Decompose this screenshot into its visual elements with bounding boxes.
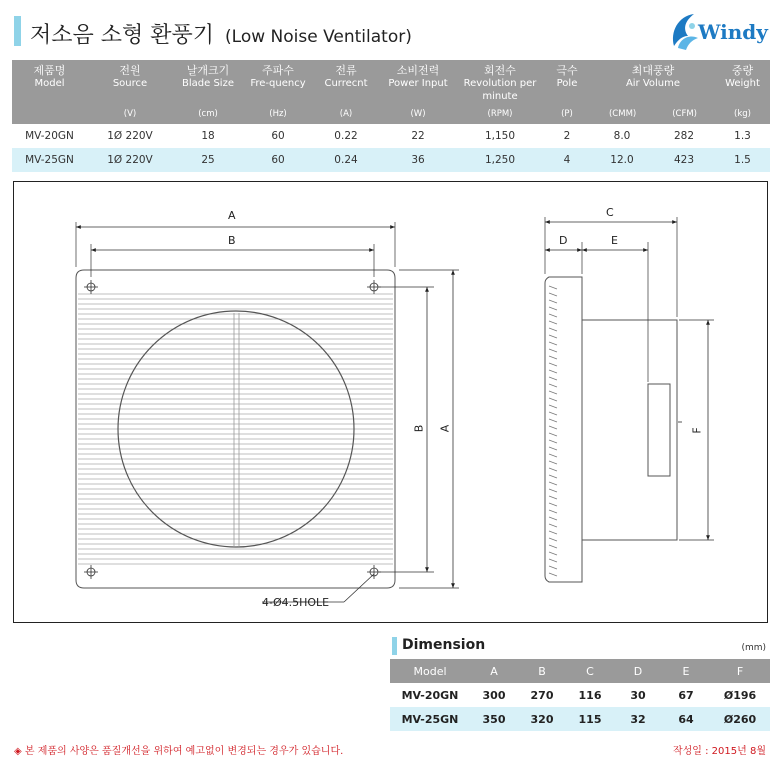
col-source: 전원 Source (V) bbox=[87, 60, 173, 124]
dim-cell: MV-20GN bbox=[390, 683, 470, 707]
dim-cell: Ø196 bbox=[710, 683, 770, 707]
cell-cfm: 423 bbox=[673, 154, 695, 166]
cell-cfm: 282 bbox=[673, 130, 695, 142]
dim-col-model: Model bbox=[390, 659, 470, 683]
dim-label-a-side: A bbox=[438, 424, 452, 433]
cell-pole: 4 bbox=[543, 148, 591, 172]
dim-cell: 115 bbox=[566, 707, 614, 731]
cell-current: 0.22 bbox=[313, 124, 379, 148]
dim-col-d: D bbox=[614, 659, 662, 683]
cell-power: 22 bbox=[379, 124, 457, 148]
dim-col-e: E bbox=[662, 659, 710, 683]
page-title-korean: 저소음 소형 환풍기 bbox=[30, 23, 215, 48]
ventilator-drawing-svg bbox=[14, 182, 769, 624]
dim-col-a: A bbox=[470, 659, 518, 683]
col-current: 전류 Currecnt (A) bbox=[313, 60, 379, 124]
col-frequency: 주파수 Fre-quency (Hz) bbox=[243, 60, 313, 124]
spec-header-row bbox=[12, 60, 770, 124]
dim-cell: 116 bbox=[566, 683, 614, 707]
dim-cell: 270 bbox=[518, 683, 566, 707]
dim-cell: 67 bbox=[662, 683, 710, 707]
cell-model: MV-20GN bbox=[12, 124, 87, 148]
spec-change-notice: ◈ 본 제품의 사양은 품질개선을 위하여 예고없이 변경되는 경우가 있습니다. bbox=[14, 746, 344, 757]
cell-current: 0.24 bbox=[313, 148, 379, 172]
dim-label-e: E bbox=[611, 234, 618, 247]
dim-cell: 320 bbox=[518, 707, 566, 731]
dim-cell: MV-25GN bbox=[390, 707, 470, 731]
technical-drawing bbox=[13, 181, 768, 623]
dimension-header-row bbox=[390, 659, 770, 683]
dim-col-f: F bbox=[710, 659, 770, 683]
cell-cmm: 12.0 bbox=[610, 154, 634, 166]
table-row bbox=[390, 707, 770, 731]
cell-freq: 60 bbox=[243, 148, 313, 172]
dim-label-b-side: B bbox=[412, 424, 426, 433]
dim-cell: 300 bbox=[470, 683, 518, 707]
written-date: 작성일 : 2015년 8월 bbox=[672, 746, 766, 757]
col-weight: 중량 Weight (kg) bbox=[715, 60, 770, 124]
col-rpm: 회전수 Revolution per minute (RPM) bbox=[457, 60, 543, 124]
dim-col-c: C bbox=[566, 659, 614, 683]
dim-cell: Ø260 bbox=[710, 707, 770, 731]
dim-label-b-top: B bbox=[228, 234, 236, 247]
cell-cmm: 8.0 bbox=[613, 130, 631, 142]
cell-freq: 60 bbox=[243, 124, 313, 148]
title-accent-bar bbox=[14, 16, 21, 46]
windy-logo bbox=[668, 6, 770, 56]
col-model: 제품명 Model bbox=[12, 60, 87, 124]
dimension-accent-bar bbox=[392, 637, 397, 655]
front-view bbox=[76, 222, 459, 602]
cell-blade: 25 bbox=[173, 148, 243, 172]
dim-label-c: C bbox=[606, 206, 614, 219]
dim-label-a-top: A bbox=[228, 209, 236, 222]
dim-cell: 32 bbox=[614, 707, 662, 731]
col-blade-size: 날개크기 Blade Size (cm) bbox=[173, 60, 243, 124]
cell-rpm: 1,250 bbox=[457, 148, 543, 172]
dim-cell: 350 bbox=[470, 707, 518, 731]
hole-callout: 4-Ø4.5HOLE bbox=[262, 596, 330, 609]
cell-model: MV-25GN bbox=[12, 148, 87, 172]
dim-label-f: F bbox=[690, 427, 704, 434]
dim-label-d: D bbox=[559, 234, 568, 247]
dim-cell: 64 bbox=[662, 707, 710, 731]
page-title-english: (Low Noise Ventilator) bbox=[225, 27, 412, 47]
col-pole: 극수 Pole (P) bbox=[543, 60, 591, 124]
spec-table bbox=[12, 60, 770, 172]
table-row bbox=[390, 683, 770, 707]
cell-source: 1Ø 220V bbox=[87, 148, 173, 172]
col-air-volume: 최대풍량 Air Volume (CMM) (CFM) bbox=[591, 60, 715, 124]
cell-weight: 1.5 bbox=[715, 148, 770, 172]
cell-blade: 18 bbox=[173, 124, 243, 148]
cell-weight: 1.3 bbox=[715, 124, 770, 148]
logo-text: Windy bbox=[698, 20, 768, 44]
dim-cell: 30 bbox=[614, 683, 662, 707]
cell-source: 1Ø 220V bbox=[87, 124, 173, 148]
col-power-input: 소비전력 Power Input (W) bbox=[379, 60, 457, 124]
cell-power: 36 bbox=[379, 148, 457, 172]
cell-air-volume bbox=[591, 148, 715, 172]
dimension-unit: (mm) bbox=[741, 643, 766, 653]
table-row bbox=[12, 124, 770, 148]
cell-pole: 2 bbox=[543, 124, 591, 148]
dim-col-b: B bbox=[518, 659, 566, 683]
cell-rpm: 1,150 bbox=[457, 124, 543, 148]
table-row bbox=[12, 148, 770, 172]
page-title bbox=[30, 18, 412, 49]
side-view bbox=[545, 217, 714, 582]
dimension-table bbox=[390, 659, 770, 731]
cell-air-volume bbox=[591, 124, 715, 148]
dimension-title: Dimension bbox=[402, 637, 486, 653]
